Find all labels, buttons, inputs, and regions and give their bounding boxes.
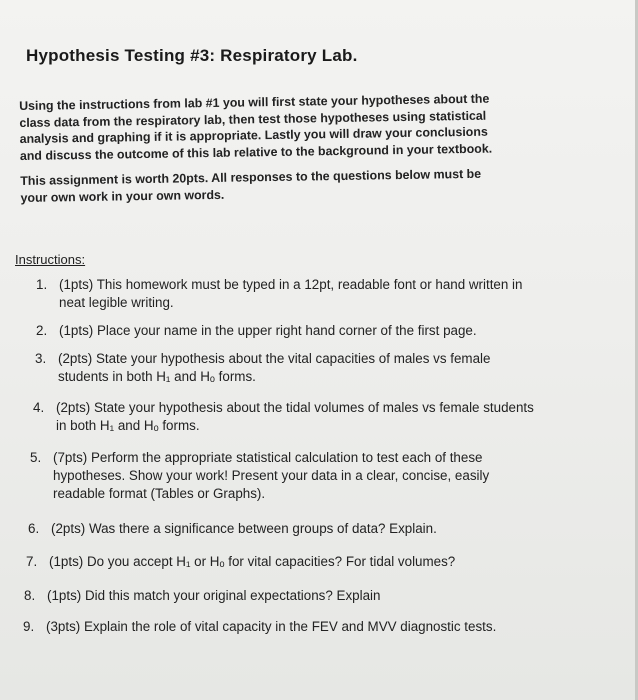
list-item: [24, 587, 584, 607]
item-line: (1pts) Do you accept H₁ or Hₒ for vital capacities? For tidal volumes?: [49, 554, 456, 569]
item-number: 3.: [35, 351, 47, 366]
intro-paragraph-1: [19, 89, 570, 164]
intro-line: This assignment is worth 20pts. All responses to the questions below must be: [20, 166, 482, 188]
item-text: [49, 553, 455, 571]
list-item: [35, 350, 595, 390]
intro-paragraph-2: [20, 164, 570, 206]
item-text: [59, 276, 522, 312]
page-title: Hypothesis Testing #3: Respiratory Lab.: [26, 46, 358, 65]
item-text: [46, 618, 496, 636]
intro-line: your own work in your own words.: [20, 187, 225, 205]
item-number: 7.: [26, 554, 38, 569]
item-number: 5.: [30, 450, 42, 465]
intro-line: and discuss the outcome of this lab relative to the background in your textbook.: [19, 141, 493, 163]
item-line: (1pts) Place your name in the upper right hand corner of the first page.: [59, 323, 477, 338]
item-line: (3pts) Explain the role of vital capacity in the FEV and MVV diagnostic tests.: [46, 619, 497, 634]
list-item: [26, 553, 586, 573]
item-number: 8.: [24, 588, 36, 603]
item-text: [53, 449, 489, 503]
item-line: (2pts) State your hypothesis about the vital capacities of males vs female: [58, 351, 491, 366]
list-item: [36, 322, 596, 342]
item-text: [58, 350, 490, 386]
item-text: [47, 587, 380, 605]
item-number: 4.: [33, 400, 45, 415]
list-item: [36, 276, 596, 316]
item-line: (2pts) Was there a significance between groups of data? Explain.: [51, 521, 437, 536]
item-text: [51, 520, 437, 538]
instructions-heading: Instructions:: [15, 252, 86, 267]
list-item: [23, 618, 623, 638]
item-text: [59, 322, 477, 340]
intro-line: analysis and graphing if it is appropriate. Lastly you will draw your conclusions: [19, 124, 488, 146]
item-line: hypotheses. Show your work! Present your data in a clear, concise, easily: [53, 468, 490, 483]
item-number: 9.: [23, 619, 35, 634]
list-item: [33, 399, 623, 439]
list-item: [28, 520, 588, 540]
intro-line: class data from the respiratory lab, then test those hypotheses using statistical: [19, 108, 487, 130]
item-line: (1pts) This homework must be typed in a 12pt, readable font or hand written in: [59, 277, 523, 292]
item-line: (7pts) Perform the appropriate statistical calculation to test each of these: [53, 450, 483, 465]
item-number: 1.: [36, 277, 48, 292]
list-item: [30, 449, 620, 509]
item-text: [56, 399, 534, 435]
item-line: in both H₁ and Hₒ forms.: [56, 418, 200, 433]
intro-line: Using the instructions from lab #1 you will first state your hypotheses about the: [19, 91, 490, 113]
item-line: (2pts) State your hypothesis about the tidal volumes of males vs female students: [56, 400, 534, 415]
item-line: students in both H₁ and Hₒ forms.: [58, 369, 256, 384]
item-line: neat legible writing.: [59, 295, 174, 310]
intro-text: [19, 89, 571, 215]
item-line: (1pts) Did this match your original expectations? Explain: [47, 588, 381, 603]
item-line: readable format (Tables or Graphs).: [53, 486, 266, 501]
item-number: 6.: [28, 521, 40, 536]
item-number: 2.: [36, 323, 48, 338]
